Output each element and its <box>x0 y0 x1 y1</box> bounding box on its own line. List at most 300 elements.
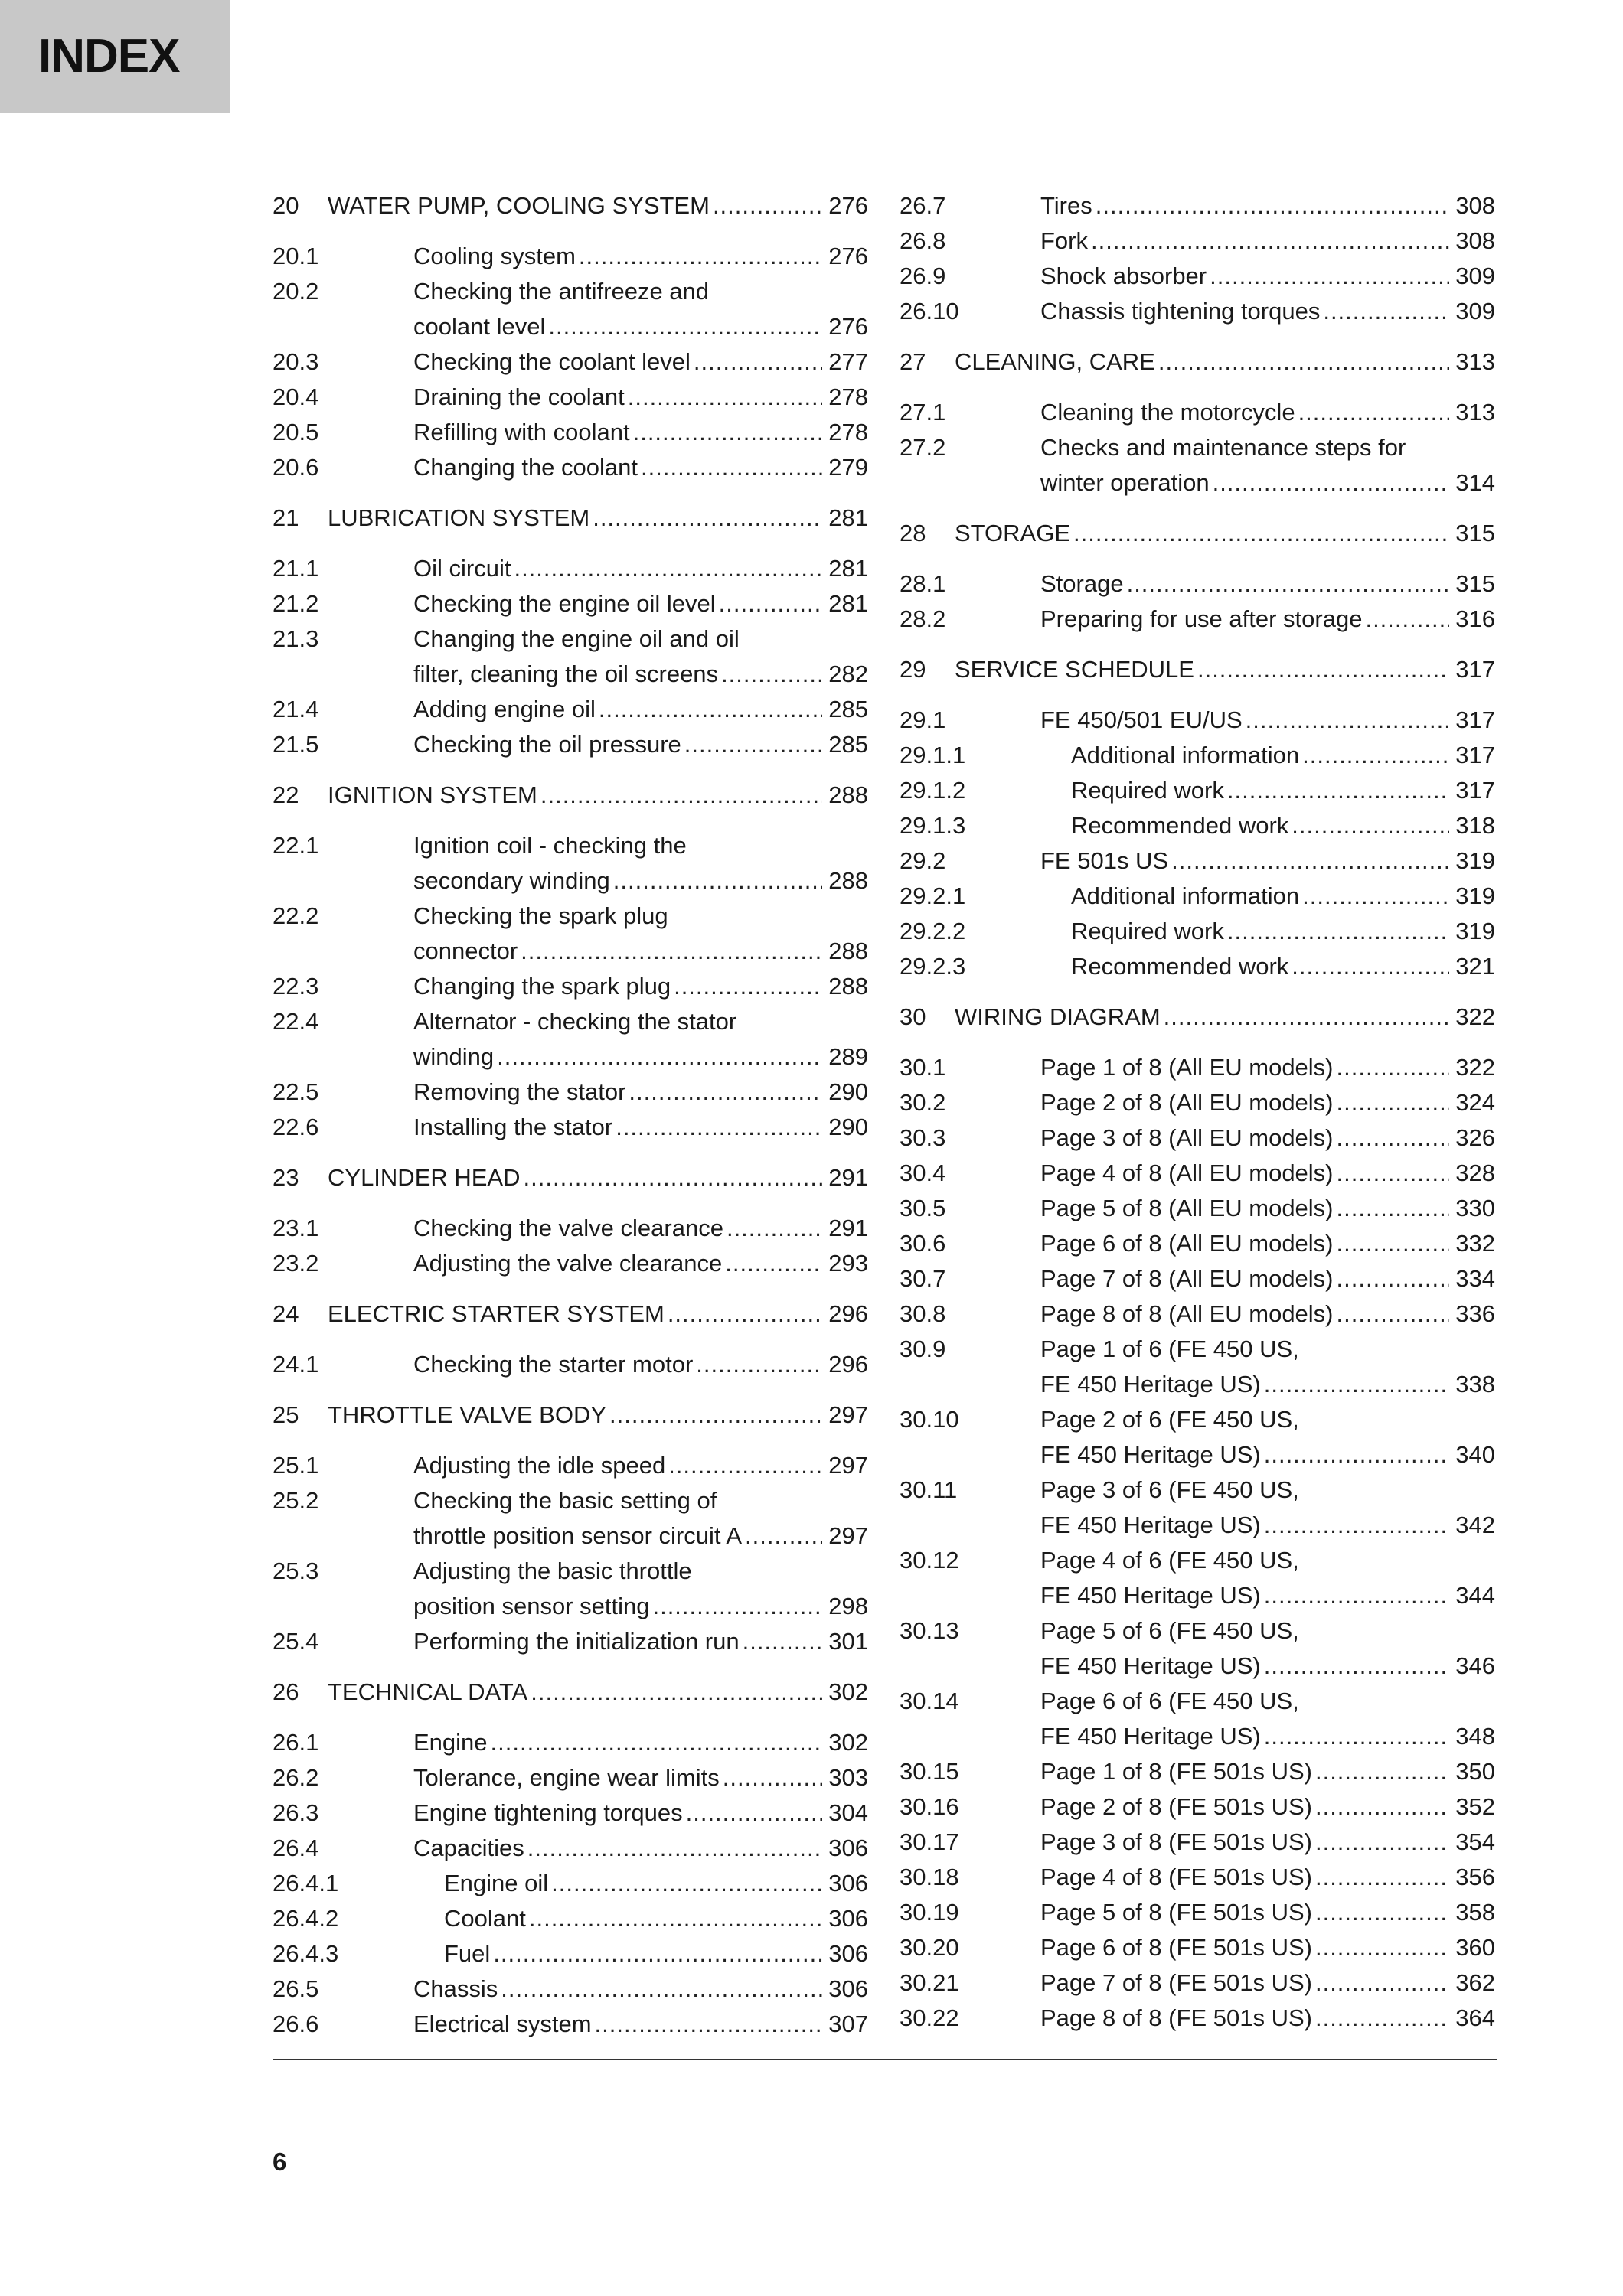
toc-entry-number: 30.3 <box>900 1124 946 1151</box>
toc-entry-number: 26.8 <box>900 227 946 254</box>
toc-entry-line <box>1040 1226 1495 1261</box>
toc-entry-page: 285 <box>828 696 868 722</box>
toc-entry-title: Fork <box>1040 227 1088 254</box>
toc-entry-page: 358 <box>1455 1899 1495 1926</box>
toc-section-entry[interactable] <box>900 1825 1495 1860</box>
toc-chapter-entry[interactable] <box>900 1000 1495 1035</box>
toc-entry-page: 362 <box>1455 1969 1495 1996</box>
toc-entry-line <box>413 1624 868 1659</box>
toc-dot-leader <box>686 1795 823 1831</box>
toc-section-entry[interactable] <box>900 1156 1495 1191</box>
toc-section-entry[interactable] <box>900 773 1495 808</box>
toc-entry-number: 29.1.2 <box>900 777 966 804</box>
toc-entry-title-area <box>1040 1296 1495 1332</box>
toc-entry-number: 26.3 <box>273 1799 319 1826</box>
toc-entry-page: 308 <box>1455 192 1495 219</box>
toc-section-entry[interactable] <box>900 1402 1495 1473</box>
toc-section-entry[interactable] <box>900 843 1495 879</box>
toc-entry-number: 26 <box>273 1678 299 1705</box>
toc-section-entry[interactable] <box>900 1296 1495 1332</box>
toc-entry-title: Removing the stator <box>413 1078 626 1105</box>
toc-entry-page: 330 <box>1455 1195 1495 1221</box>
toc-section-entry[interactable] <box>273 1971 868 2007</box>
toc-section-entry[interactable] <box>900 703 1495 738</box>
toc-dot-leader <box>668 1448 822 1483</box>
toc-section-entry[interactable] <box>900 1085 1495 1120</box>
toc-entry-page: 309 <box>1455 298 1495 325</box>
toc-chapter-entry[interactable] <box>273 188 868 223</box>
toc-entry-page: 279 <box>828 454 868 481</box>
toc-entry-page: 321 <box>1455 953 1495 980</box>
toc-entry-title: WIRING DIAGRAM <box>955 1003 1161 1030</box>
toc-entry-line <box>1040 1191 1495 1226</box>
toc-entry-line <box>1071 879 1495 914</box>
toc-entry-title: Checking the starter motor <box>413 1351 694 1378</box>
toc-section-entry[interactable] <box>900 188 1495 223</box>
toc-section-entry[interactable] <box>900 602 1495 637</box>
toc-entry-title-area <box>1040 1860 1495 1895</box>
toc-entry-title: Adjusting the valve clearance <box>413 1250 723 1277</box>
toc-dot-leader <box>616 1110 822 1145</box>
toc-entry-number: 30.9 <box>900 1336 946 1362</box>
toc-entry-line <box>413 727 868 762</box>
toc-entry-title-area <box>444 1866 868 1901</box>
toc-entry-title-area <box>328 778 868 813</box>
toc-entry-number: 30.2 <box>900 1089 946 1116</box>
toc-entry-title: Additional information <box>1071 742 1300 768</box>
toc-entry-title-continued: FE 450 Heritage US) <box>1040 1652 1261 1679</box>
toc-chapter-entry[interactable] <box>273 1160 868 1195</box>
toc-entry-title: Page 2 of 6 (FE 450 US, <box>1040 1406 1299 1433</box>
toc-dot-leader <box>609 1397 822 1433</box>
toc-entry-line <box>1040 395 1495 430</box>
toc-section-entry[interactable] <box>900 1191 1495 1226</box>
toc-entry-title-area <box>1040 1226 1495 1261</box>
toc-entry-number: 30.4 <box>900 1159 946 1186</box>
toc-entry-title-continued: throttle position sensor circuit A <box>413 1522 743 1549</box>
toc-entry-number: 29.1.1 <box>900 742 966 768</box>
toc-chapter-entry[interactable] <box>273 1397 868 1433</box>
toc-section-entry[interactable] <box>900 1754 1495 1789</box>
toc-entry-number: 30.8 <box>900 1300 946 1327</box>
toc-dot-leader <box>1323 294 1449 329</box>
toc-entry-title-area <box>413 1554 868 1624</box>
toc-section-entry[interactable] <box>273 1554 868 1624</box>
toc-entry-line <box>328 501 868 536</box>
toc-section-entry[interactable] <box>273 1725 868 1760</box>
toc-section-entry[interactable] <box>900 1965 1495 2001</box>
toc-section-entry[interactable] <box>273 1448 868 1483</box>
toc-entry-title: Page 8 of 8 (All EU models) <box>1040 1300 1334 1327</box>
toc-entry-page: 314 <box>1455 469 1495 496</box>
toc-entry-line <box>1040 1120 1495 1156</box>
toc-entry-number: 26.10 <box>900 298 959 325</box>
toc-entry-line <box>413 309 868 344</box>
index-tab-label: INDEX <box>38 30 180 83</box>
toc-entry-line <box>1040 1930 1495 1965</box>
toc-entry-title-area <box>1040 259 1495 294</box>
toc-chapter-entry[interactable] <box>273 778 868 813</box>
toc-section-entry[interactable] <box>273 621 868 692</box>
toc-entry-line <box>413 1795 868 1831</box>
toc-entry-page: 336 <box>1455 1300 1495 1327</box>
toc-section-entry[interactable] <box>273 1004 868 1075</box>
toc-dot-leader <box>501 1971 822 2007</box>
toc-entry-number: 22.2 <box>273 902 319 929</box>
toc-entry-page: 309 <box>1455 263 1495 289</box>
toc-entry-title: LUBRICATION SYSTEM <box>328 504 590 531</box>
toc-entry-line <box>1040 566 1495 602</box>
toc-entry-title-area <box>413 1110 868 1145</box>
toc-entry-title-area <box>1040 2001 1495 2036</box>
toc-entry-title: Page 8 of 8 (FE 501s US) <box>1040 2004 1312 2031</box>
toc-entry-page: 291 <box>828 1164 868 1191</box>
toc-dot-leader <box>1158 344 1449 380</box>
toc-entry-line <box>413 657 868 692</box>
toc-entry-title-area <box>328 188 868 223</box>
toc-dot-leader <box>1073 516 1449 551</box>
toc-entry-title-area <box>1040 1473 1495 1543</box>
toc-section-entry[interactable] <box>273 274 868 344</box>
toc-section-entry[interactable] <box>900 1613 1495 1684</box>
toc-section-entry[interactable] <box>273 969 868 1004</box>
toc-section-entry[interactable] <box>273 551 868 586</box>
toc-section-entry[interactable] <box>273 1866 868 1901</box>
toc-entry-title-area <box>1040 188 1495 223</box>
toc-section-entry[interactable] <box>273 1110 868 1145</box>
toc-entry-page: 317 <box>1455 742 1495 768</box>
toc-section-entry[interactable] <box>273 1246 868 1281</box>
page-number: 6 <box>273 2148 287 2176</box>
toc-entry-title-area <box>413 1246 868 1281</box>
toc-entry-title-area <box>328 1675 868 1710</box>
toc-section-entry[interactable] <box>273 1831 868 1866</box>
toc-entry-title: THROTTLE VALVE BODY <box>328 1401 607 1428</box>
toc-entry-line <box>1040 1895 1495 1930</box>
toc-entry-title-area <box>413 1211 868 1246</box>
toc-entry-title: Changing the engine oil and oil <box>413 625 740 652</box>
toc-dot-leader <box>595 2007 823 2042</box>
toc-entry-line <box>328 188 868 223</box>
toc-entry-title: Page 1 of 8 (FE 501s US) <box>1040 1758 1312 1785</box>
toc-section-entry[interactable] <box>900 1789 1495 1825</box>
toc-chapter-entry[interactable] <box>273 1675 868 1710</box>
toc-section-entry[interactable] <box>273 1901 868 1936</box>
toc-dot-leader <box>527 1831 823 1866</box>
toc-section-entry[interactable] <box>273 1624 868 1659</box>
toc-entry-title-area <box>413 692 868 727</box>
toc-entry-page: 276 <box>828 313 868 340</box>
toc-entry-title: Page 7 of 8 (All EU models) <box>1040 1265 1334 1292</box>
toc-entry-title-area <box>413 239 868 274</box>
toc-section-entry[interactable] <box>273 828 868 899</box>
toc-entry-line <box>413 2007 868 2042</box>
toc-entry-title: Checking the antifreeze and <box>413 278 710 305</box>
toc-section-entry[interactable] <box>273 899 868 969</box>
toc-section-entry[interactable] <box>900 1050 1495 1085</box>
toc-entry-title: Tolerance, engine wear limits <box>413 1764 720 1791</box>
toc-dot-leader <box>613 863 823 899</box>
toc-entry-title: Required work <box>1071 777 1224 804</box>
toc-entry-number: 30.17 <box>900 1828 959 1855</box>
toc-section-entry[interactable] <box>273 450 868 485</box>
toc-entry-number: 20.6 <box>273 454 319 481</box>
toc-entry-page: 315 <box>1455 520 1495 546</box>
toc-entry-line <box>413 1725 868 1760</box>
toc-section-entry[interactable] <box>273 1483 868 1554</box>
toc-entry-title: Installing the stator <box>413 1114 613 1140</box>
toc-section-entry[interactable] <box>273 380 868 415</box>
toc-entry-line <box>1040 188 1495 223</box>
toc-entry-title: Changing the spark plug <box>413 973 671 1000</box>
toc-entry-number: 30.12 <box>900 1547 959 1574</box>
toc-entry-title: Page 6 of 6 (FE 450 US, <box>1040 1688 1299 1714</box>
toc-entry-title: Checking the oil pressure <box>413 731 681 758</box>
toc-dot-leader <box>1315 1895 1449 1930</box>
toc-dot-leader <box>684 727 822 762</box>
toc-entry-page: 319 <box>1455 882 1495 909</box>
toc-section-entry[interactable] <box>273 415 868 450</box>
toc-dot-leader <box>723 1760 823 1795</box>
toc-entry-number: 27.1 <box>900 399 946 426</box>
toc-section-entry[interactable] <box>273 1075 868 1110</box>
toc-entry-page: 317 <box>1455 656 1495 683</box>
toc-section-entry[interactable] <box>900 1473 1495 1543</box>
toc-entry-number: 24 <box>273 1300 299 1327</box>
toc-section-entry[interactable] <box>273 727 868 762</box>
toc-chapter-entry[interactable] <box>900 516 1495 551</box>
toc-entry-title-area <box>1040 1825 1495 1860</box>
toc-entry-number: 30.15 <box>900 1758 959 1785</box>
toc-entry-title: Page 4 of 6 (FE 450 US, <box>1040 1547 1299 1574</box>
toc-section-entry[interactable] <box>900 1226 1495 1261</box>
toc-entry-line <box>1040 1508 1495 1543</box>
toc-dot-leader <box>674 969 822 1004</box>
toc-entry-number: 20.1 <box>273 243 319 269</box>
toc-section-entry[interactable] <box>900 395 1495 430</box>
toc-section-entry[interactable] <box>900 566 1495 602</box>
toc-dot-leader <box>628 380 823 415</box>
toc-section-entry[interactable] <box>273 2007 868 2042</box>
toc-entry-title-area <box>413 450 868 485</box>
toc-entry-title-area <box>1071 949 1495 984</box>
toc-entry-number: 23 <box>273 1164 299 1191</box>
toc-section-entry[interactable] <box>900 1261 1495 1296</box>
toc-entry-number: 30.14 <box>900 1688 959 1714</box>
toc-section-entry[interactable] <box>273 1211 868 1246</box>
toc-entry-number: 25 <box>273 1401 299 1428</box>
toc-chapter-entry[interactable] <box>900 652 1495 687</box>
toc-entry-page: 308 <box>1455 227 1495 254</box>
toc-dot-leader <box>1246 703 1450 738</box>
toc-section-entry[interactable] <box>273 1795 868 1831</box>
toc-entry-title-area <box>1040 1402 1495 1473</box>
toc-section-entry[interactable] <box>900 1543 1495 1613</box>
toc-entry-number: 30 <box>900 1003 926 1030</box>
toc-entry-title-area <box>328 501 868 536</box>
toc-entry-title-area <box>1071 879 1495 914</box>
toc-entry-page: 306 <box>828 1835 868 1861</box>
toc-entry-number: 23.2 <box>273 1250 319 1277</box>
toc-entry-title-area <box>413 828 868 899</box>
toc-entry-line <box>1071 738 1495 773</box>
toc-dot-leader <box>1264 1578 1450 1613</box>
toc-entry-line <box>1040 1965 1495 2001</box>
toc-dot-leader <box>1337 1156 1450 1191</box>
toc-entry-title-area <box>444 1901 868 1936</box>
toc-section-entry[interactable] <box>900 949 1495 984</box>
toc-section-entry[interactable] <box>900 1930 1495 1965</box>
toc-entry-number: 20.5 <box>273 419 319 445</box>
toc-entry-title-continued: FE 450 Heritage US) <box>1040 1512 1261 1538</box>
toc-entry-title-area <box>1040 223 1495 259</box>
toc-entry-number: 28.2 <box>900 605 946 632</box>
toc-entry-page: 304 <box>828 1799 868 1826</box>
toc-entry-title-area <box>1040 294 1495 329</box>
toc-section-entry[interactable] <box>900 879 1495 914</box>
toc-section-entry[interactable] <box>900 1332 1495 1402</box>
toc-entry-title: Page 2 of 8 (All EU models) <box>1040 1089 1334 1116</box>
toc-entry-title: Checking the basic setting of <box>413 1487 717 1514</box>
toc-entry-number: 30.13 <box>900 1617 959 1644</box>
toc-section-entry[interactable] <box>273 1347 868 1382</box>
toc-entry-number: 20.4 <box>273 383 319 410</box>
toc-entry-page: 317 <box>1455 777 1495 804</box>
toc-entry-page: 332 <box>1455 1230 1495 1257</box>
toc-entry-title: Ignition coil - checking the <box>413 832 687 859</box>
toc-entry-title-area <box>413 1831 868 1866</box>
toc-entry-line <box>413 1347 868 1382</box>
toc-section-entry[interactable] <box>900 1860 1495 1895</box>
toc-entry-title-area <box>1040 703 1495 738</box>
toc-entry-number: 29.2.3 <box>900 953 966 980</box>
toc-entry-title-area <box>1040 1191 1495 1226</box>
toc-entry-title-area <box>1040 1613 1495 1684</box>
toc-entry-line <box>444 1936 868 1971</box>
toc-section-entry[interactable] <box>900 430 1495 501</box>
toc-entry-title: Draining the coolant <box>413 383 625 410</box>
toc-entry-title-area <box>1071 773 1495 808</box>
toc-section-entry[interactable] <box>273 586 868 621</box>
toc-entry-page: 276 <box>828 192 868 219</box>
toc-entry-line <box>413 692 868 727</box>
toc-entry-number: 24.1 <box>273 1351 319 1378</box>
toc-chapter-entry[interactable] <box>273 1296 868 1332</box>
toc-entry-number: 26.9 <box>900 263 946 289</box>
toc-entry-title-area <box>413 969 868 1004</box>
toc-entry-line <box>413 1589 868 1624</box>
toc-dot-leader <box>725 1246 822 1281</box>
toc-entry-title-area <box>328 1160 868 1195</box>
toc-entry-line <box>413 239 868 274</box>
toc-entry-line <box>1040 2001 1495 2036</box>
toc-entry-title-area <box>1040 1965 1495 2001</box>
toc-entry-page: 276 <box>828 243 868 269</box>
toc-section-entry[interactable] <box>900 738 1495 773</box>
toc-entry-number: 23.1 <box>273 1215 319 1241</box>
toc-dot-leader <box>1315 1930 1449 1965</box>
toc-dot-leader <box>551 1866 822 1901</box>
toc-section-entry[interactable] <box>900 1684 1495 1754</box>
toc-section-entry[interactable] <box>273 344 868 380</box>
toc-section-entry[interactable] <box>900 2001 1495 2036</box>
toc-entry-page: 293 <box>828 1250 868 1277</box>
toc-entry-number: 22.5 <box>273 1078 319 1105</box>
toc-section-entry[interactable] <box>900 294 1495 329</box>
toc-entry-number: 30.20 <box>900 1934 959 1961</box>
toc-entry-page: 338 <box>1455 1371 1495 1397</box>
toc-entry-line <box>413 344 868 380</box>
toc-section-entry[interactable] <box>900 223 1495 259</box>
toc-chapter-entry[interactable] <box>273 501 868 536</box>
toc-entry-title-continued: FE 450 Heritage US) <box>1040 1582 1261 1609</box>
toc-entry-line <box>328 1160 868 1195</box>
toc-section-entry[interactable] <box>900 1120 1495 1156</box>
toc-entry-page: 302 <box>828 1678 868 1705</box>
toc-entry-number: 26.6 <box>273 2011 319 2037</box>
toc-entry-page: 297 <box>828 1452 868 1479</box>
toc-dot-leader <box>524 1160 823 1195</box>
toc-entry-line <box>413 1831 868 1866</box>
toc-entry-page: 306 <box>828 1870 868 1896</box>
toc-entry-line <box>1040 465 1495 501</box>
toc-dot-leader <box>531 1675 822 1710</box>
toc-entry-line <box>413 1760 868 1795</box>
toc-entry-title: STORAGE <box>955 520 1071 546</box>
toc-entry-number: 27.2 <box>900 434 946 461</box>
toc-entry-line <box>328 1397 868 1433</box>
toc-section-entry[interactable] <box>900 808 1495 843</box>
toc-entry-number: 25.3 <box>273 1557 319 1584</box>
toc-chapter-entry[interactable] <box>900 344 1495 380</box>
toc-entry-title: Page 4 of 8 (FE 501s US) <box>1040 1864 1312 1890</box>
toc-dot-leader <box>1302 738 1449 773</box>
toc-dot-leader <box>727 1211 822 1246</box>
toc-section-entry[interactable] <box>900 1895 1495 1930</box>
toc-entry-number: 21 <box>273 504 299 531</box>
index-tab <box>0 0 230 113</box>
toc-section-entry[interactable] <box>273 1936 868 1971</box>
toc-entry-number: 30.1 <box>900 1054 946 1081</box>
toc-dot-leader <box>1315 2001 1449 2036</box>
toc-entry-title-area <box>413 1347 868 1382</box>
toc-entry-number: 21.3 <box>273 625 319 652</box>
toc-dot-leader <box>1337 1261 1450 1296</box>
toc-entry-line <box>413 380 868 415</box>
toc-dot-leader <box>633 415 823 450</box>
toc-entry-line <box>328 1296 868 1332</box>
toc-section-entry[interactable] <box>273 692 868 727</box>
toc-entry-title-area <box>1040 1332 1495 1402</box>
toc-entry-title: Changing the coolant <box>413 454 638 481</box>
toc-section-entry[interactable] <box>900 914 1495 949</box>
toc-entry-page: 350 <box>1455 1758 1495 1785</box>
toc-section-entry[interactable] <box>273 1760 868 1795</box>
toc-section-entry[interactable] <box>273 239 868 274</box>
toc-entry-number: 25.1 <box>273 1452 319 1479</box>
toc-entry-title-area <box>955 1000 1495 1035</box>
toc-entry-title: ELECTRIC STARTER SYSTEM <box>328 1300 665 1327</box>
toc-entry-title-area <box>1040 602 1495 637</box>
toc-entry-title-area <box>413 899 868 969</box>
toc-entry-title: Engine oil <box>444 1870 549 1896</box>
toc-entry-number: 20.2 <box>273 278 319 305</box>
toc-entry-number: 22.3 <box>273 973 319 1000</box>
toc-entry-page: 313 <box>1455 399 1495 426</box>
toc-entry-title-area <box>413 551 868 586</box>
toc-section-entry[interactable] <box>900 259 1495 294</box>
toc-entry-line <box>1040 1085 1495 1120</box>
